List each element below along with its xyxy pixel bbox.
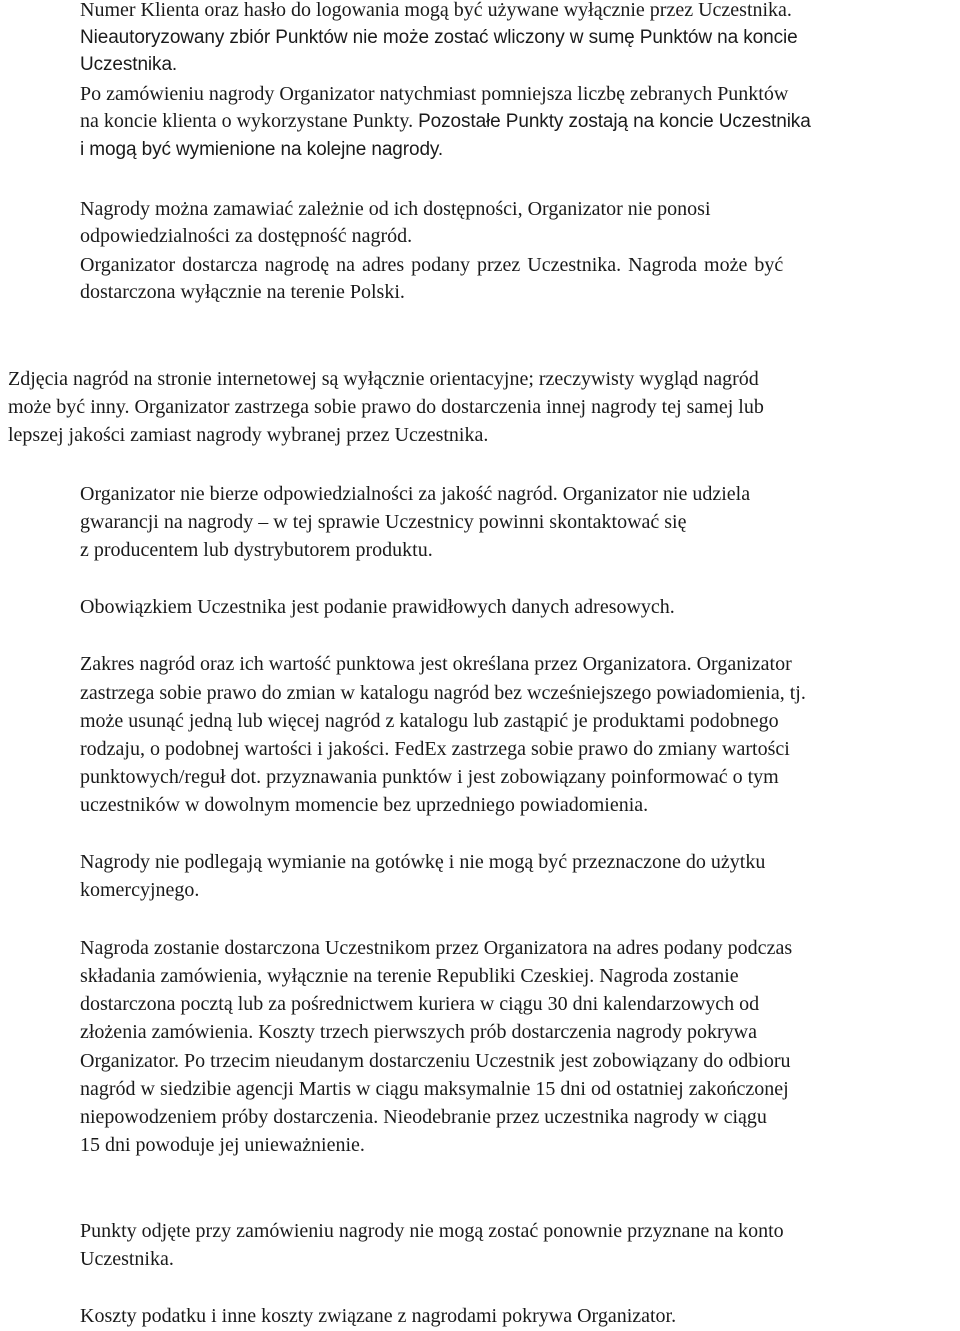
- text-line: Koszty podatku i inne koszty związane z nagrodami pokrywa Organizator.: [80, 1305, 677, 1327]
- text-line: może usunąć jedną lub więcej nagród z katalogu lub zastąpić je produktami podobnego: [80, 710, 779, 732]
- text-line: niepowodzeniem próby dostarczenia. Nieodebranie przez uczestnika nagrody w ciągu: [80, 1106, 767, 1128]
- text-line: 15 dni powoduje jej unieważnienie.: [80, 1134, 365, 1156]
- text-line: złożenia zamówienia. Koszty trzech pierwszych prób dostarczenia nagrody pokrywa: [80, 1021, 757, 1043]
- text-line: dostarczona wyłącznie na terenie Polski.: [80, 281, 405, 303]
- text-line: zastrzega sobie prawo do zmian w katalogu nagród bez wcześniejszego powiadomienia, tj.: [80, 682, 806, 704]
- text-line: rodzaju, o podobnej wartości i jakości. FedEx zastrzega sobie prawo do zmiany wartości: [80, 738, 790, 760]
- text-line: Obowiązkiem Uczestnika jest podanie prawidłowych danych adresowych.: [80, 596, 675, 618]
- text-line: Nagrody nie podlegają wymianie na gotówkę i nie mogą być przeznaczone do użytku: [80, 851, 766, 873]
- text-line: nagród w siedzibie agencji Martis w ciągu maksymalnie 15 dni od ostatniej zakończonej: [80, 1078, 789, 1100]
- text-segment: Pozostałe Punkty zostają na koncie Uczestnika: [418, 111, 811, 132]
- text-line: i mogą być wymienione na kolejne nagrody.: [80, 139, 444, 160]
- text-line: Uczestnika.: [80, 54, 178, 75]
- text-line: Uczestnika.: [80, 1248, 174, 1270]
- text-line: dostarczona pocztą lub za pośrednictwem kuriera w ciągu 30 dni kalendarzowych od: [80, 993, 760, 1015]
- text-line: składania zamówienia, wyłącznie na terenie Republiki Czeskiej. Nagroda zostanie: [80, 965, 739, 987]
- text-line: Zdjęcia nagród na stronie internetowej są wyłącznie orientacyjne; rzeczywisty wygląd nagród: [8, 368, 759, 390]
- text-line: Nagrody można zamawiać zależnie od ich dostępności, Organizator nie ponosi: [80, 198, 711, 220]
- text-line: [80, 108, 811, 135]
- text-line: Numer Klienta oraz hasło do logowania mogą być używane wyłącznie przez Uczestnika.: [80, 0, 792, 21]
- text-line: Punkty odjęte przy zamówieniu nagrody nie mogą zostać ponownie przyznane na konto: [80, 1220, 784, 1242]
- text-line: Organizator nie bierze odpowiedzialności za jakość nagród. Organizator nie udziela: [80, 483, 751, 505]
- text-line: Organizator. Po trzecim nieudanym dostarczeniu Uczestnik jest zobowiązany do odbioru: [80, 1050, 791, 1072]
- text-line: Po zamówieniu nagrody Organizator natychmiast pomniejsza liczbę zebranych Punktów: [80, 83, 789, 105]
- text-line: z producentem lub dystrybutorem produktu.: [80, 539, 433, 561]
- text-line: lepszej jakości zamiast nagrody wybranej przez Uczestnika.: [8, 424, 489, 446]
- text-line: Nieautoryzowany zbiór Punktów nie może zostać wliczony w sumę Punktów na koncie: [80, 27, 798, 48]
- text-line: Zakres nagród oraz ich wartość punktowa jest określana przez Organizatora. Organizator: [80, 653, 792, 675]
- text-line: gwarancji na nagrody – w tej sprawie Uczestnicy powinni skontaktować się: [80, 511, 687, 533]
- text-line: uczestników w dowolnym momencie bez uprzedniego powiadomienia.: [80, 794, 649, 816]
- text-line: Nagroda zostanie dostarczona Uczestnikom przez Organizatora na adres podany podczas: [80, 937, 793, 959]
- text-segment: na koncie klienta o wykorzystane Punkty.: [80, 110, 414, 132]
- text-line: odpowiedzialności za dostępność nagród.: [80, 225, 413, 247]
- text-line: Organizator dostarcza nagrodę na adres podany przez Uczestnika. Nagroda może być: [80, 254, 784, 276]
- text-line: komercyjnego.: [80, 879, 200, 901]
- text-line: może być inny. Organizator zastrzega sobie prawo do dostarczenia innej nagrody tej samej lub: [8, 396, 764, 418]
- text-line: punktowych/reguł dot. przyznawania punktów i jest zobowiązany poinformować o tym: [80, 766, 779, 788]
